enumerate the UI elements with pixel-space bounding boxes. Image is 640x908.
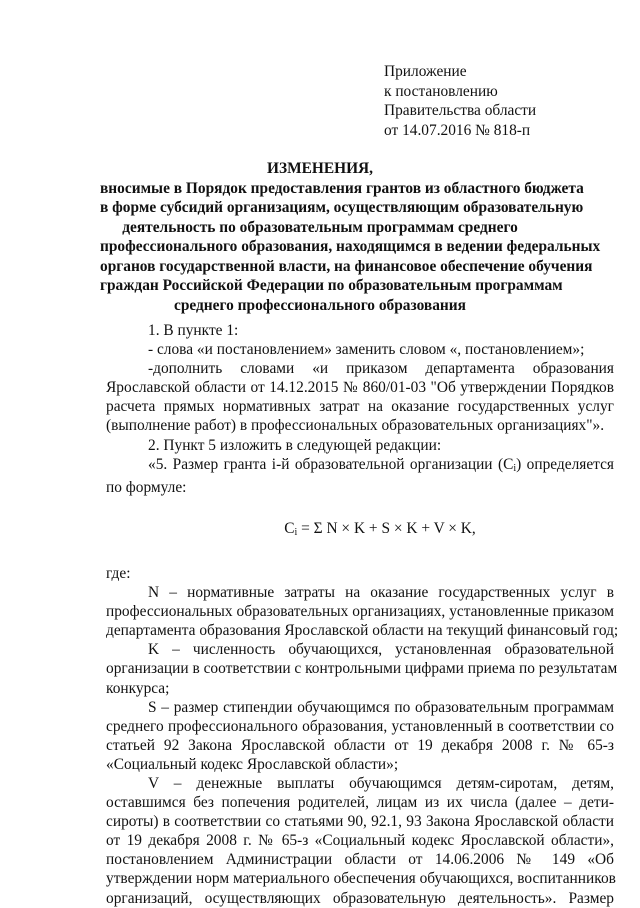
text-line: N – нормативные затраты на оказание государственных услуг в — [148, 584, 614, 602]
appendix-header — [384, 62, 536, 140]
text-line: -дополнить словами «и приказом департамента образования — [148, 360, 614, 378]
title-line: органов государственной власти, на финансовое обеспечение обучения — [100, 257, 593, 275]
text-line: V – денежные выплаты обучающимся детям-сиротам, детям, — [148, 774, 614, 792]
definition-s — [106, 698, 614, 774]
formula-rhs: = Σ N × K + S × K + V × K, — [297, 519, 476, 537]
formula-lhs: C — [284, 519, 295, 537]
appendix-line-4: от 14.07.2016 № 818-п — [384, 121, 531, 139]
text-line: сироты) в соответствии со статьями 90, 92.1, 93 Закона Ярославской области — [106, 813, 614, 831]
title-line: профессионального образования, находящимся в ведении федеральных — [100, 238, 601, 255]
appendix-line-1: Приложение — [384, 63, 467, 80]
title-line: деятельность по образовательным программам среднего — [122, 218, 518, 236]
paragraph-1-item-1: - слова «и постановлением» заменить словом «, постановлением»; — [148, 341, 585, 359]
definition-v — [106, 774, 614, 908]
appendix-line-3: Правительства области — [384, 102, 537, 119]
text-line: утверждении норм материального обеспечения обучающихся, воспитанников — [106, 870, 616, 888]
title-line: вносимые в Порядок предоставления грантов из областного бюджета — [100, 179, 584, 197]
paragraph-2-quote — [106, 455, 614, 497]
text-line: конкурса; — [106, 679, 170, 697]
text-line: по формуле: — [106, 478, 187, 496]
text-line: K – численность обучающихся, установленная образовательной — [148, 641, 614, 659]
paragraph-2-intro: 2. Пункт 5 изложить в следующей редакции: — [148, 436, 442, 454]
document-title — [100, 159, 601, 315]
text-line — [106, 455, 614, 478]
text-line: S – размер стипендии обучающимся по образовательным программам — [148, 698, 614, 716]
text-line: Ярославской области от 14.12.2015 № 860/01-03 "Об утверждении Порядков — [106, 379, 614, 397]
title-line: среднего профессионального образования — [174, 296, 466, 314]
text-line: статьей 92 Закона Ярославской области от 19 декабря 2008 г. № 65-з — [106, 736, 614, 754]
text-line: «Социальный кодекс Ярославской области»; — [106, 755, 399, 773]
document-body — [106, 321, 619, 908]
text-line: среднего профессионального образования, установленный в соответствии со — [106, 717, 614, 735]
text-line: организации в соответствии с контрольными цифрами приема по результатам — [106, 660, 618, 678]
text-line: расчета прямых нормативных затрат на оказание государственных услуг — [106, 398, 614, 416]
text-line: оставшимся без попечения родителей, лицам из их числа (далее – дети- — [106, 794, 614, 812]
paragraph-1-item-2 — [106, 359, 614, 435]
title-line: в форме субсидий организациям, осуществляющим образовательную — [100, 199, 584, 216]
text-line: департамента образования Ярославской области на текущий финансовый год; — [106, 622, 619, 640]
subscript-i: i — [513, 462, 517, 474]
paragraph-1-intro: 1. В пункте 1: — [148, 322, 239, 339]
text-line: от 19 декабря 2008 г. № 65-з «Социальный кодекс Ярославской области», — [106, 832, 614, 850]
title-line: граждан Российской Федерации по образовательным программам — [100, 277, 563, 294]
text-line: профессиональных образовательных организациях, установленные приказом — [106, 603, 614, 621]
text-line: организаций, осуществляющих образовательную деятельность». Размер — [106, 889, 614, 907]
definition-k — [106, 640, 618, 697]
where-label: где: — [106, 564, 131, 582]
formula-subscript: i — [294, 526, 298, 538]
text-line: постановлением Администрации области от 14.06.2006 № 149 «Об — [106, 851, 614, 869]
formula — [106, 519, 614, 542]
quote-text: ) определяется — [516, 455, 614, 473]
appendix-line-2: к постановлению — [384, 82, 498, 100]
title-heading: ИЗМЕНЕНИЯ, — [266, 160, 374, 177]
quote-text: «5. Размер гранта i-й образовательной организации (C — [148, 455, 514, 473]
text-line: (выполнение работ) в профессиональных образовательных организациях"». — [106, 417, 605, 435]
definition-n — [106, 583, 619, 640]
